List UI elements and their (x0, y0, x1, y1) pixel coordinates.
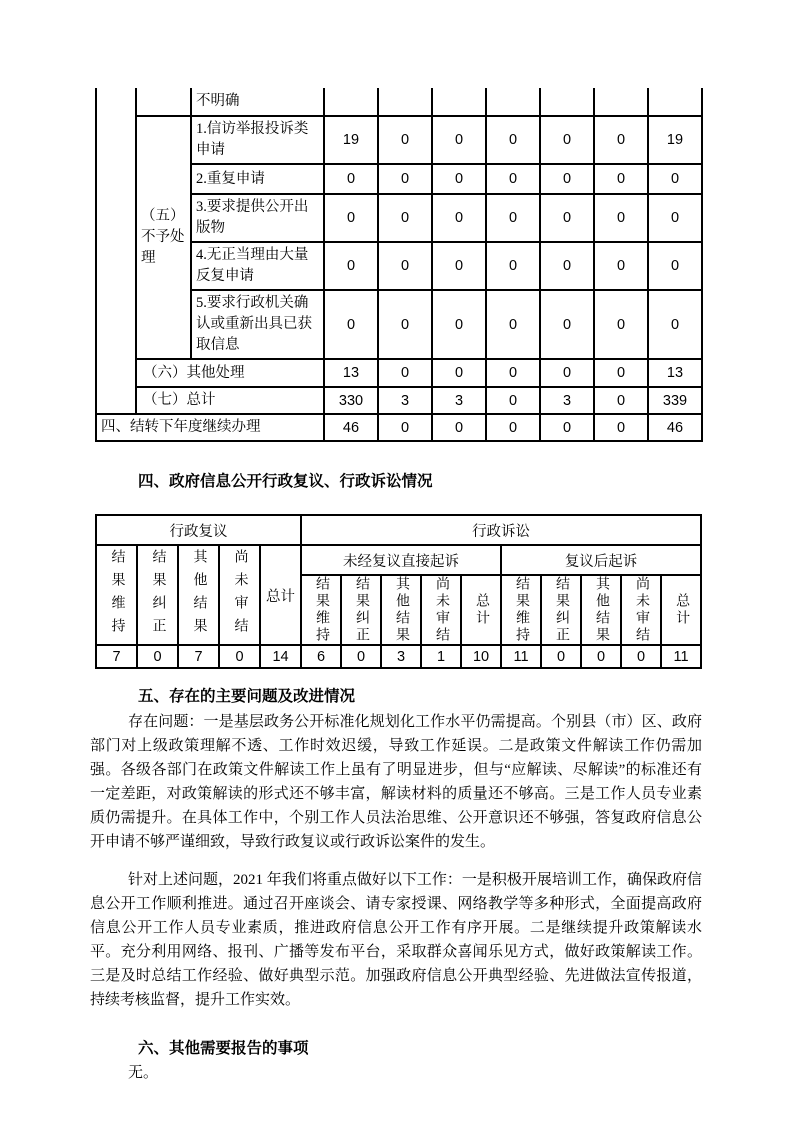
label-cell: 4.无正当理由大量反复申请 (191, 242, 324, 290)
value-cell: 0 (486, 116, 540, 164)
value-cell: 11 (501, 645, 541, 668)
header-cell: 结果纠正 (341, 575, 381, 645)
value-cell (648, 88, 702, 116)
value-cell: 46 (324, 414, 378, 441)
label-cell: 不明确 (191, 88, 324, 116)
value-cell: 0 (540, 194, 594, 242)
outer-category-cell (96, 88, 136, 414)
header-cell: 尚未审结 (219, 545, 260, 645)
value-cell: 0 (432, 414, 486, 441)
review-group-header: 行政复议 (96, 515, 301, 545)
value-cell: 0 (378, 116, 432, 164)
value-cell: 0 (486, 359, 540, 387)
review-litigation-table-wrap (90, 514, 708, 669)
value-cell: 0 (540, 116, 594, 164)
processing-results-table (95, 88, 703, 442)
label-cell: （七）总计 (136, 387, 324, 414)
table-row (96, 359, 702, 387)
value-cell: 339 (648, 387, 702, 414)
header-cell: 其他结果 (178, 545, 219, 645)
value-cell: 0 (621, 645, 661, 668)
value-cell: 0 (648, 164, 702, 194)
label-cell: 四、结转下年度继续办理 (96, 414, 324, 441)
section4-heading: 四、政府信息公开行政复议、行政诉讼情况 (138, 473, 433, 490)
value-cell: 0 (594, 164, 648, 194)
value-cell: 0 (324, 164, 378, 194)
value-cell: 0 (594, 116, 648, 164)
value-cell: 0 (486, 242, 540, 290)
section6-body: 无。 (128, 1065, 159, 1081)
value-cell: 0 (581, 645, 621, 668)
header-cell: 尚未审结 (421, 575, 461, 645)
category-cell (136, 88, 191, 116)
value-cell: 7 (178, 645, 219, 668)
table-row (96, 645, 701, 668)
category-cell: （五）不予处理 (136, 116, 191, 359)
after-review-suit-group-header: 复议后起诉 (501, 545, 701, 575)
value-cell: 0 (219, 645, 260, 668)
value-cell: 0 (378, 290, 432, 359)
value-cell: 0 (341, 645, 381, 668)
review-litigation-table (95, 514, 702, 669)
value-cell: 0 (540, 414, 594, 441)
problems-paragraph: 存在问题：一是基层政务公开标准化规划化工作水平仍需提高。个别县（市）区、政府部门对上级政策理解不透、工作时效迟缓，导致工作延误。二是政策文件解读工作仍需加强。各级各部门在政策文件解读工作上虽有了明显进步，但与“应解读、尽解读”的标准还有一定差距，对政策解读的形式还不够丰富，解读材料的质量还不够高。三是工作人员专业素质仍需提升。在具体工作中，个别工作人员法治思维、公开意识还不够强，答复政府信息公开申请不够严谨细致，导致行政复议或行政诉讼案件的发生。 (90, 714, 702, 850)
value-cell: 0 (540, 290, 594, 359)
value-cell: 0 (432, 359, 486, 387)
table-row (96, 88, 702, 116)
value-cell: 3 (432, 387, 486, 414)
value-cell: 0 (432, 242, 486, 290)
header-cell: 结果维持 (501, 575, 541, 645)
value-cell: 0 (541, 645, 581, 668)
header-cell: 其他结果 (381, 575, 421, 645)
value-cell: 0 (648, 290, 702, 359)
value-cell: 11 (661, 645, 701, 668)
value-cell: 0 (594, 359, 648, 387)
value-cell (378, 88, 432, 116)
table-row (96, 116, 702, 164)
value-cell: 0 (594, 194, 648, 242)
table-row (96, 414, 702, 441)
value-cell: 46 (648, 414, 702, 441)
header-cell: 结果纠正 (541, 575, 581, 645)
label-cell: 5.要求行政机关确认或重新出具已获取信息 (191, 290, 324, 359)
value-cell: 0 (648, 242, 702, 290)
value-cell: 0 (378, 242, 432, 290)
value-cell: 0 (324, 242, 378, 290)
value-cell: 19 (324, 116, 378, 164)
value-cell: 0 (324, 194, 378, 242)
table-row (96, 515, 701, 545)
value-cell: 13 (648, 359, 702, 387)
value-cell: 0 (432, 290, 486, 359)
value-cell: 0 (137, 645, 178, 668)
header-cell: 总计 (461, 575, 501, 645)
value-cell: 3 (378, 387, 432, 414)
label-cell: 2.重复申请 (191, 164, 324, 194)
header-cell: 结果纠正 (137, 545, 178, 645)
value-cell: 0 (540, 242, 594, 290)
value-cell: 7 (96, 645, 137, 668)
value-cell: 10 (461, 645, 501, 668)
section6-heading: 六、其他需要报告的事项 (138, 1040, 309, 1057)
value-cell: 3 (540, 387, 594, 414)
header-cell: 总计 (661, 575, 701, 645)
value-cell (486, 88, 540, 116)
header-cell: 结果维持 (96, 545, 137, 645)
value-cell (540, 88, 594, 116)
value-cell: 0 (378, 164, 432, 194)
direct-suit-group-header: 未经复议直接起诉 (301, 545, 501, 575)
value-cell: 0 (540, 164, 594, 194)
value-cell: 0 (378, 414, 432, 441)
header-cell: 尚未审结 (621, 575, 661, 645)
value-cell: 1 (421, 645, 461, 668)
label-cell: （六）其他处理 (136, 359, 324, 387)
value-cell: 13 (324, 359, 378, 387)
value-cell: 330 (324, 387, 378, 414)
value-cell: 0 (432, 164, 486, 194)
value-cell: 0 (378, 359, 432, 387)
value-cell: 0 (594, 242, 648, 290)
value-cell: 0 (432, 194, 486, 242)
value-cell: 19 (648, 116, 702, 164)
value-cell (594, 88, 648, 116)
improvements-paragraph: 针对上述问题，2021 年我们将重点做好以下工作：一是积极开展培训工作，确保政府信息公开工作顺利推进。通过召开座谈会、请专家授课、网络教学等多种形式，全面提高政府信息公开工作人员专业素质，推进政府信息公开工作有序开展。二是继续提升政策解读水平。充分利用网络、报刊、广播等发布平台，采取群众喜闻乐见方式，做好政策解读工作。三是及时总结工作经验、做好典型示范。加强政府信息公开典型经验、先进做法宣传报道，持续考核监督，提升工作实效。 (90, 872, 702, 1008)
value-cell: 0 (648, 194, 702, 242)
value-cell: 0 (486, 387, 540, 414)
section5-heading: 五、存在的主要问题及改进情况 (138, 688, 356, 705)
value-cell: 0 (486, 194, 540, 242)
table-row (96, 387, 702, 414)
value-cell: 0 (594, 290, 648, 359)
value-cell (324, 88, 378, 116)
value-cell: 0 (486, 164, 540, 194)
value-cell: 0 (594, 387, 648, 414)
header-cell: 总计 (260, 545, 301, 645)
value-cell: 0 (540, 359, 594, 387)
label-cell: 1.信访举报投诉类申请 (191, 116, 324, 164)
value-cell: 0 (486, 290, 540, 359)
litigation-group-header: 行政诉讼 (301, 515, 701, 545)
value-cell (432, 88, 486, 116)
value-cell: 0 (432, 116, 486, 164)
header-cell: 其他结果 (581, 575, 621, 645)
label-cell: 3.要求提供公开出版物 (191, 194, 324, 242)
table-row (96, 545, 701, 575)
value-cell: 0 (486, 414, 540, 441)
value-cell: 6 (301, 645, 341, 668)
value-cell: 14 (260, 645, 301, 668)
header-cell: 结果维持 (301, 575, 341, 645)
value-cell: 0 (324, 290, 378, 359)
document-content (90, 88, 708, 1085)
value-cell: 3 (381, 645, 421, 668)
value-cell: 0 (594, 414, 648, 441)
value-cell: 0 (378, 194, 432, 242)
